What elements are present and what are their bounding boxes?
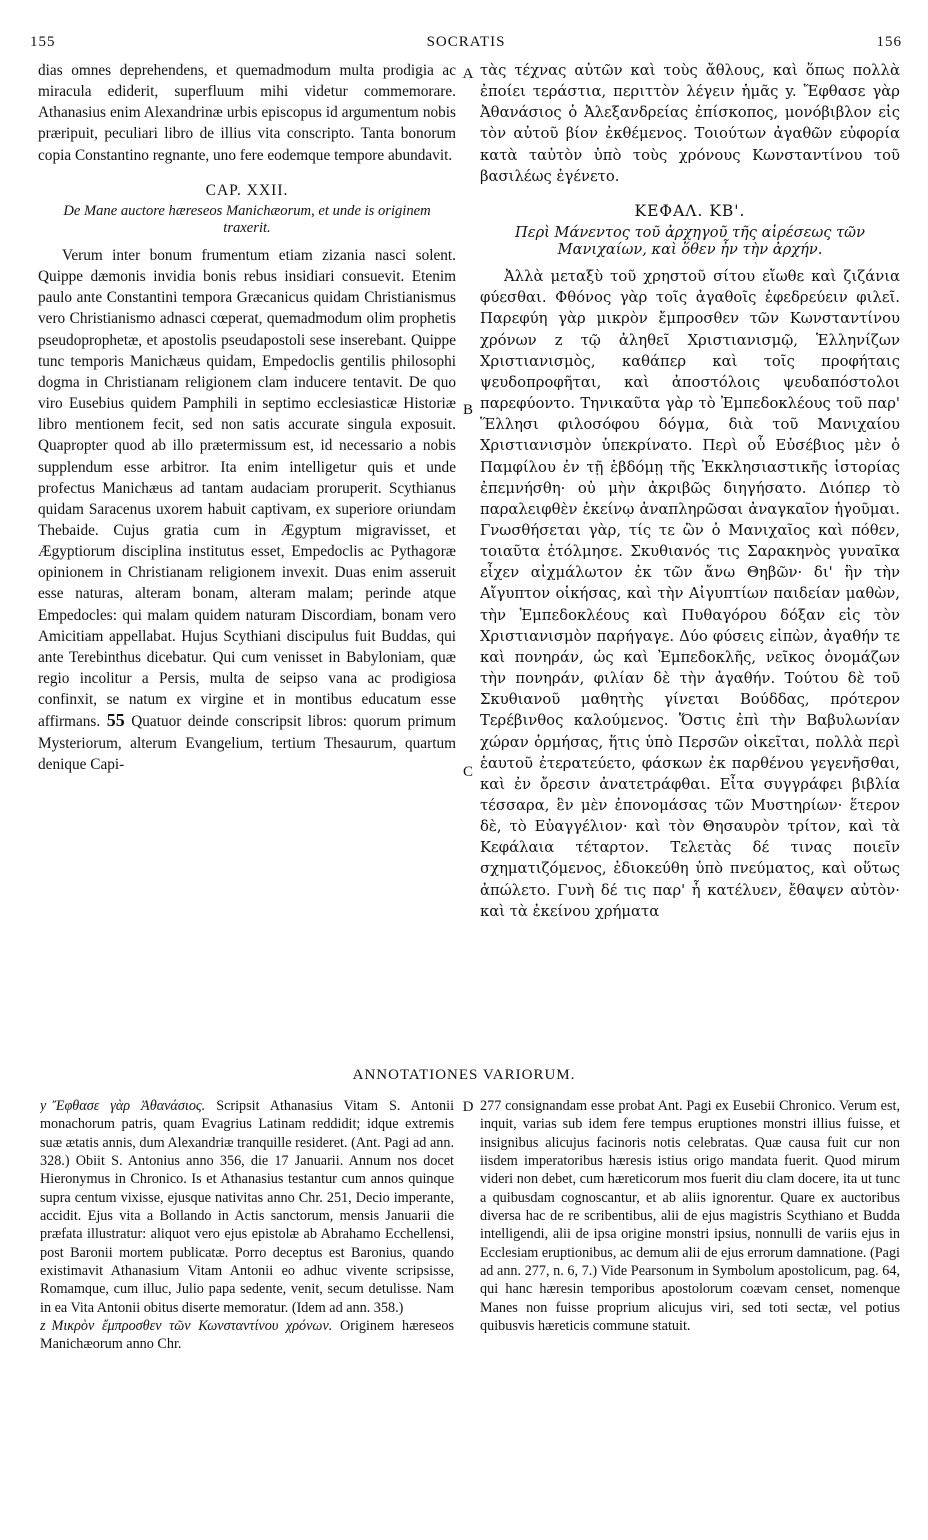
greek-chapter-title: Περὶ Μάνεντος τοῦ ἀρχηγοῦ τῆς αἱρέσεως τῶν Μανιχαίων, καὶ ὅθεν ἦν τὴν ἀρχήν. xyxy=(515,224,865,259)
note-y-label: y xyxy=(40,1098,47,1114)
page-number-left: 155 xyxy=(30,34,56,50)
margin-letter-c: C xyxy=(462,764,473,780)
latin-chapter-title: De Mane auctore hæreseos Manichæorum, et unde is originem traxerit. xyxy=(63,202,431,236)
latin-chapter-heading: CAP. XXII. xyxy=(205,181,289,199)
annotations-heading: ANNOTATIONES VARIORUM. xyxy=(352,1067,576,1083)
running-title: SOCRATIS xyxy=(426,34,506,50)
annotations-right-column xyxy=(480,1097,900,1335)
note-y-text: Scripsit Athanasius Vitam S. Antonii monachorum patris, quam Evagrius Latinam reddidit; idque extremis suæ ætatis annis, dum Alexandriæ tranquille resideret. (Ant. Pagi ad ann. 328.) Obiit S. Antonius anno 356, die 17 Januarii. Annum nos docet Hieronymus in Chronico. Is et Athanasius testantur cum annos quinque supra centum vixisse, ejusque nativitas anno Chr. 251, Decio imperante, accidit. Ejus vita a Bollando in Actis sanctorum, mensis Januarii die præfata illustratur: aliquot vero ejus epistolæ ab Abrahamo Ecchellensi, post Baronii mortem publicatæ. Porro deceptus est Baronius, quando existimavit Athanasium Vitam Antonii eo adhuc vivente scripsisse, Romamque, cum illuc, Julio papa sedente, venit, secum detulisse. Nam in ea Vita Antonii obitus diserte memoratur. (Idem ad ann. 358.) xyxy=(40,1098,454,1316)
margin-letter-d: D xyxy=(462,1099,474,1115)
latin-body-part-1: Verum inter bonum frumentum etiam zizania nasci solent. Quippe dæmonis invidia bonis rebus insidiari consuevit. Etenim paulo ante Constantini tempora Græcanicus quidam Christianismus vero Christianismo adnasci cœperat, quemadmodum olim prophetis pseudoprophetæ, et apostolis pseudapostoli sese inserebant. Quippe tunc temporis Manichæus quidam, Empedoclis gentilis philosophi dogma in Christianam religionem clam inducere tentavit. De quo viro Eusebius quidem Pamphili in septimo ecclesiasticæ Historiæ libro mentionem fecit, sed non satis accurate singula exposuit. Quapropter quod ab illo prætermissum est, id necessario a nobis supplendum esse arbitror. Ita enim intelligetur quis et unde profectus Manichæus ad tantam audaciam proruperit. Scythianus quidam Saracenus uxorem habuit captivam, ex superiore oriundam Thebaide. Cujus gratia cum in Ægyptum migravisset, et Ægyptiorum disciplina institutus esset, Empedoclis ac Pythagoræ opinionem in Christianam religionem invexit. Duas enim asseruit esse naturas, alteram bonam, alteram malam; perinde atque Empedocles: qui malam quidem naturam Discordiam, bonam vero Amicitiam appellabat. Hujus Scythiani discipulus fuit Buddas, qui ante Terebinthus dicebatur. Qui cum venisset in Babyloniam, quæ regio incolitur a Persis, multa de seipso vana ac prodigiosa confinxit, se natum ex virgine et in montibus educatum esse affirmans. xyxy=(38,246,456,731)
note-z-continued: 277 consignandam esse probat Ant. Pagi ex Eusebii Chronico. Verum est, inquit, varias sub idem fere tempus eruptiones monstri illius fuisse, et insignibus alicujus facinoris notis celebratas. Quæ causa fuit cur non iisdem imperatoribus hæresis istius origo mandata fuerit. Quod mirum videri non debet, cum hæreticorum mos fuerit diu clam docere, ita ut tunc a quibusdam cognoscantur, et ab aliis ignorentur. Quare ex auctoribus diversa hac de re scribentibus, alii de ejus magistris Scythiano et Budda intelligendi, alii de ipsa origine monstri ipsius, nonnulli de variis ejus in Ecclesiam eruptionibus, ac demum alii de ejus errorum damnatione. (Pagi ad ann. 277, n. 6, 7.) Vide Pearsonum in Symbolum apostolicum, pag. 64, qui hanc hæresin temporibus apostolorum coævam censet, nomenque Manes non fuisse proprium alicujus viri, sed toti sectæ, vel potius quibusvis hæreticis commune statuit. xyxy=(480,1098,900,1335)
greek-body: Ἀλλὰ μεταξὺ τοῦ χρηστοῦ σίτου εἴωθε καὶ ζιζάνια φύεσθαι. Φθόνος γὰρ τοῖς ἀγαθοῖς ἐφεδρεύειν φιλεῖ. Παρεφύη γὰρ μικρὸν ἔμπροσθεν τῶν Κωνσταντίνου χρόνων z τῷ ἀληθεῖ Χριστιανισμῷ, Ἑλληνίζων Χριστιανισμὸς, καθάπερ καὶ τοῖς προφήταις ψευδοπροφῆται, καὶ ἀποστόλοις ψευδαπόστολοι παρεφύοντο. Τηνικαῦτα γὰρ τὸ Ἐμπεδοκλέους τοῦ παρ' Ἕλλησι φιλοσόφου δόγμα, διὰ τοῦ Μανιχαίου Χριστιανισμὸν ὑπεκρίνατο. Περὶ οὗ Εὐσέβιος μὲν ὁ Παμφίλου ἐν τῇ ἑβδόμῃ τῆς Ἐκκλησιαστικῆς ἱστορίας ἐπεμνήσθη· οὐ μὴν ἀκριβῶς διηγήσατο. Διόπερ τὸ παραλειφθὲν ἐκείνῳ ἀναπληρῶσαι ἀναγκαῖον ἡγοῦμαι. Γνωσθήσεται γὰρ, τίς τε ὢν ὁ Μανιχαῖος καὶ πόθεν, τοιαῦτα ἐτόλμησε. Σκυθιανός τις Σαρακηνὸς γυναῖκα εἶχεν αἰχμάλωτον ἐκ τῶν ἄνω Θηβῶν· δι' ἣν τὴν Αἴγυπτον οἰκήσας, καὶ τὴν Αἰγυπτίων παιδείαν μαθὼν, τὴν Ἐμπεδοκλέους καὶ Πυθαγόρου δόξαν εἰς τὸν Χριστιανισμὸν παρήγαγε. Δύο φύσεις εἰπὼν, ἀγαθήν τε καὶ πονηράν, ὡς καὶ Ἐμπεδοκλῆς, νεῖκος ὀνομάζων τὴν πονηράν, φιλίαν δὲ τὴν ἀγαθήν. Τούτου δὲ τοῦ Σκυθιανοῦ μαθητὴς γίνεται Βούδδας, πρότερον Τερέβινθος καλούμενος. Ὅστις ἐπὶ τὴν Βαβυλωνίαν χώραν ὁρμήσας, ἥτις ὑπὸ Περσῶν οἰκεῖται, πολλὰ περὶ ἑαυτοῦ ἐτερατεύετο, φάσκων ἐκ παρθένου γεγενῆσθαι, καὶ ἐν ὄρεσιν ἀνατετράφθαι. Εἶτα συγγράφει βιβλία τέσσαρα, ἓν μὲν ἐπονομάσας τῶν Μυστηρίων· ἕτερον δὲ, τὸ Εὐαγγέλιον· καὶ τὸν Θησαυρὸν τρίτον, καὶ τὰ Κεφάλαια τέταρτον. Τελετὰς δέ τινας ποιεῖν σχηματιζόμενος, ἐδιοκεύθη ὑπὸ πνεύματος, καὶ οὕτως ἀπώλετο. Γυνὴ δέ τις παρ' ἧ κατέλυεν, ἔθαψεν αὐτὸν· καὶ τὰ ἐκείνου χρήματα xyxy=(480,268,900,920)
page-header xyxy=(30,34,902,56)
greek-intro: τὰς τέχνας αὐτῶν καὶ τοὺς ἄθλους, καὶ ὅπως πολλὰ ἐποίει τεράστια, περιττὸν λέγειν ἡμᾶς y. Ἔφθασε γὰρ Ἀθανάσιος ὁ Ἀλεξανδρείας ἐπίσκοπος, μονόβιβλον εἰς τὸν αὐτοῦ βίον ἐκθέμενος. Τοιούτων ἀγαθῶν εὐφορία κατὰ ταὐτὸν ὑπὸ τοὺς χρόνους Κωνσταντίνου τοῦ βασιλέως ἐγένετο. xyxy=(480,62,900,185)
latin-body xyxy=(38,245,456,775)
greek-column xyxy=(480,60,900,922)
latin-intro: dias omnes deprehendens, et quemadmodum multa prodigia ac miracula ediderit, superfluum mihi videtur commemorare. Athanasius enim Alexandrinæ urbis episcopus id argumentum nobis præripuit, peculiari libro de illius vita conscripto. Tanta bonorum copia Constantino regnante, uno fere eodemque tempore abundavit. xyxy=(38,62,456,164)
note-z-text: Originem hæreseos Manichæorum anno Chr. xyxy=(40,1318,454,1353)
section-number: 55 xyxy=(106,710,125,731)
margin-letter-b: B xyxy=(462,402,473,418)
annotations-left-column xyxy=(40,1097,454,1354)
latin-body-part-2: Quatuor deinde conscripsit libros: quorum primum Mysteriorum, alterum Evangelium, tertium Thesaurum, quartum denique Capi- xyxy=(38,713,456,773)
note-z xyxy=(40,1317,454,1354)
note-y-lemma: Ἔφθασε γὰρ Ἀθανάσιος. xyxy=(52,1098,206,1114)
greek-chapter-heading: ΚΕΦΑΛ. ΚΒ'. xyxy=(634,201,746,220)
latin-column xyxy=(38,60,456,775)
note-y xyxy=(40,1097,454,1317)
note-z-label: z xyxy=(40,1318,46,1335)
margin-letter-a: A xyxy=(462,66,474,82)
note-z-lemma: Μικρὸν ἔμπροσθεν τῶν Κωνσταντίνου χρόνων. xyxy=(51,1318,333,1335)
page-number-right: 156 xyxy=(876,34,902,50)
